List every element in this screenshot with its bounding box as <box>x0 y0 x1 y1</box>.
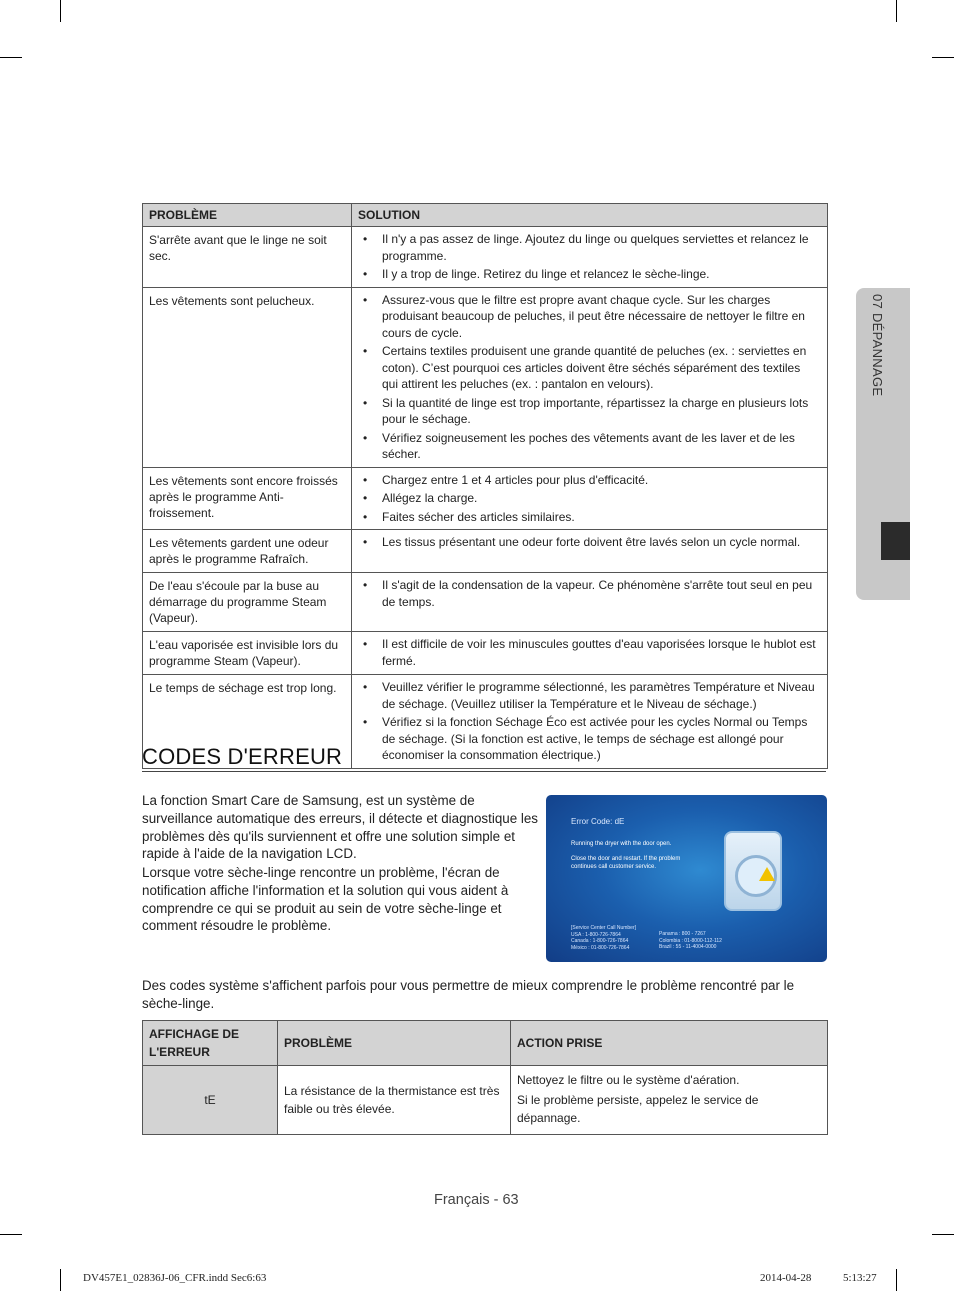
table-row <box>143 287 828 467</box>
solution-item: • Les tissus présentant une odeur forte doivent être lavés selon un cycle normal. <box>360 534 819 551</box>
solution-item: • Vérifiez si la fonction Séchage Éco est activée pour les cycles Normal ou Temps de séchage. (Si la fonction est active, le temps de séchage est allongé pour économiser la consommation électrique.) <box>360 714 819 764</box>
crop-mark <box>0 1234 22 1235</box>
action-cell <box>511 1066 828 1135</box>
header-problem: PROBLÈME <box>143 204 352 227</box>
intro-paragraph-2: Lorsque votre sèche-linge rencontre un problème, l'écran de notification affiche l'information et la solution qui vous aident à comprendre ce qui se produit au sein de votre sèche-linge et comment résoudre le problème. <box>142 865 509 934</box>
screen-phone: Canada : 1-800-726-7864 <box>571 938 629 944</box>
problem-cell: S'arrête avant que le linge ne soit sec. <box>143 227 352 288</box>
solution-cell <box>352 287 828 467</box>
problem-cell: L'eau vaporisée est invisible lors du programme Steam (Vapeur). <box>143 632 352 675</box>
solution-cell <box>352 632 828 675</box>
crop-mark <box>60 0 61 22</box>
problem-cell: Les vêtements sont pelucheux. <box>143 287 352 467</box>
intro-paragraph-3: Des codes système s'affichent parfois pour vous permettre de mieux comprendre le problème rencontré par le sèche-linge. <box>142 978 795 1011</box>
problem-cell: De l'eau s'écoule par la buse au démarrage du programme Steam (Vapeur). <box>143 573 352 632</box>
table-row <box>143 227 828 288</box>
screen-message: Running the dryer with the door open. <box>571 841 672 847</box>
table-row <box>143 1066 828 1135</box>
crop-mark <box>60 1269 61 1291</box>
error-code-table <box>142 1020 828 1135</box>
crop-mark <box>932 57 954 58</box>
section-title: CODES D'ERREUR <box>142 744 343 769</box>
solution-item: • Il s'agit de la condensation de la vapeur. Ce phénomène s'arrête tout seul en peu de temps. <box>360 577 819 610</box>
action-item: Si le problème persiste, appelez le service de dépannage. <box>517 1093 759 1125</box>
table-row <box>143 467 828 530</box>
warning-icon <box>759 867 775 881</box>
intro-paragraph-1: La fonction Smart Care de Samsung, est un système de surveillance automatique des erreurs, il détecte et diagnostique les problèmes dès qu'ils surviennent et offre une solution simple et rapide à l'aide de la navigation LCD. <box>142 793 538 862</box>
problem-cell: La résistance de la thermistance est très faible ou très élevée. <box>278 1066 511 1135</box>
action-item: Nettoyez le filtre ou le système d'aération. <box>517 1073 740 1087</box>
solution-item: • Il y a trop de linge. Retirez du linge et relancez le sèche-linge. <box>360 266 819 283</box>
solution-cell <box>352 227 828 288</box>
solution-cell <box>352 573 828 632</box>
header-error-display: AFFICHAGE DE L'ERREUR <box>143 1021 278 1066</box>
solution-cell <box>352 530 828 573</box>
solution-cell <box>352 467 828 530</box>
problem-cell: Les vêtements sont encore froissés après le programme Anti-froissement. <box>143 467 352 530</box>
problem-cell: Les vêtements gardent une odeur après le programme Rafraîch. <box>143 530 352 573</box>
solution-item: • Assurez-vous que le filtre est propre avant chaque cycle. Sur les charges produisant beaucoup de peluches, il peut être nécessaire de nettoyer le filtre en cours de cycle. <box>360 292 819 342</box>
table-header-row <box>143 1021 828 1066</box>
solution-cell <box>352 675 828 769</box>
header-problem: PROBLÈME <box>278 1021 511 1066</box>
screen-footer <box>571 925 801 951</box>
chapter-label: 07 DÉPANNAGE <box>870 294 885 397</box>
screen-phone: USA : 1-800-726-7864 <box>571 931 621 938</box>
solution-item: • Vérifiez soigneusement les poches des vêtements avant de les laver et de les sécher. <box>360 430 819 463</box>
table-header-row <box>143 204 828 227</box>
crop-mark <box>0 57 22 58</box>
page-number: Français - 63 <box>434 1192 519 1208</box>
solution-item: • Faites sécher des articles similaires. <box>360 509 819 526</box>
print-time: 5:13:27 <box>843 1272 877 1284</box>
screen-phone: Colombia : 01-8000-112-112 <box>659 937 722 944</box>
solution-item: • Chargez entre 1 et 4 articles pour plus d'efficacité. <box>360 472 819 489</box>
screen-phones-right <box>659 931 722 951</box>
crop-mark <box>896 0 897 22</box>
screen-phone: Panama : 800 - 7267 <box>659 931 706 937</box>
screen-footer-heading: [Service Center Call Number] <box>571 925 637 931</box>
troubleshooting-table <box>142 203 828 769</box>
screen-phone: México : 01-800-726-7864 <box>571 944 630 951</box>
screen-instruction: Close the door and restart. If the problem continues call customer service. <box>571 856 681 870</box>
header-solution: SOLUTION <box>352 204 828 227</box>
solution-item: • Allégez la charge. <box>360 490 819 507</box>
crop-mark <box>932 1234 954 1235</box>
table-row <box>143 573 828 632</box>
solution-item: • Il n'y a pas assez de linge. Ajoutez du linge ou quelques serviettes et relancez le programme. <box>360 231 819 264</box>
screen-error-code: Error Code: dE <box>571 817 625 826</box>
solution-item: • Il est difficile de voir les minuscules gouttes d'eau vaporisées lorsque le hublot est fermé. <box>360 636 819 669</box>
error-code-cell: tE <box>143 1066 278 1135</box>
header-action: ACTION PRISE <box>511 1021 828 1066</box>
solution-item: • Certains textiles produisent une grande quantité de peluches (ex. : serviettes en coton). C’est pourquoi ces articles doivent être séchés séparément des textiles qui attirent les peluches (ex. : pantalon en velours). <box>360 343 819 393</box>
screen-phone: Brazil : 55 - 11-4004-0000 <box>659 944 717 950</box>
solution-item: • Veuillez vérifier le programme sélectionné, les paramètres Température et Niveau de séchage. (Veuillez utiliser la Température et le Niveau de séchage.) <box>360 679 819 712</box>
problem-cell: Le temps de séchage est trop long. <box>143 675 352 769</box>
table-row <box>143 530 828 573</box>
crop-mark <box>896 1269 897 1291</box>
section-rule <box>142 771 826 772</box>
error-screen-image <box>546 795 827 962</box>
print-date: 2014-04-28 <box>760 1272 812 1284</box>
table-row <box>143 632 828 675</box>
print-slug: DV457E1_02836J-06_CFR.indd Sec6:63 <box>83 1272 267 1284</box>
solution-item: • Si la quantité de linge est trop importante, répartissez la charge en plusieurs lots pour le séchage. <box>360 395 819 428</box>
chapter-marker <box>881 522 910 560</box>
